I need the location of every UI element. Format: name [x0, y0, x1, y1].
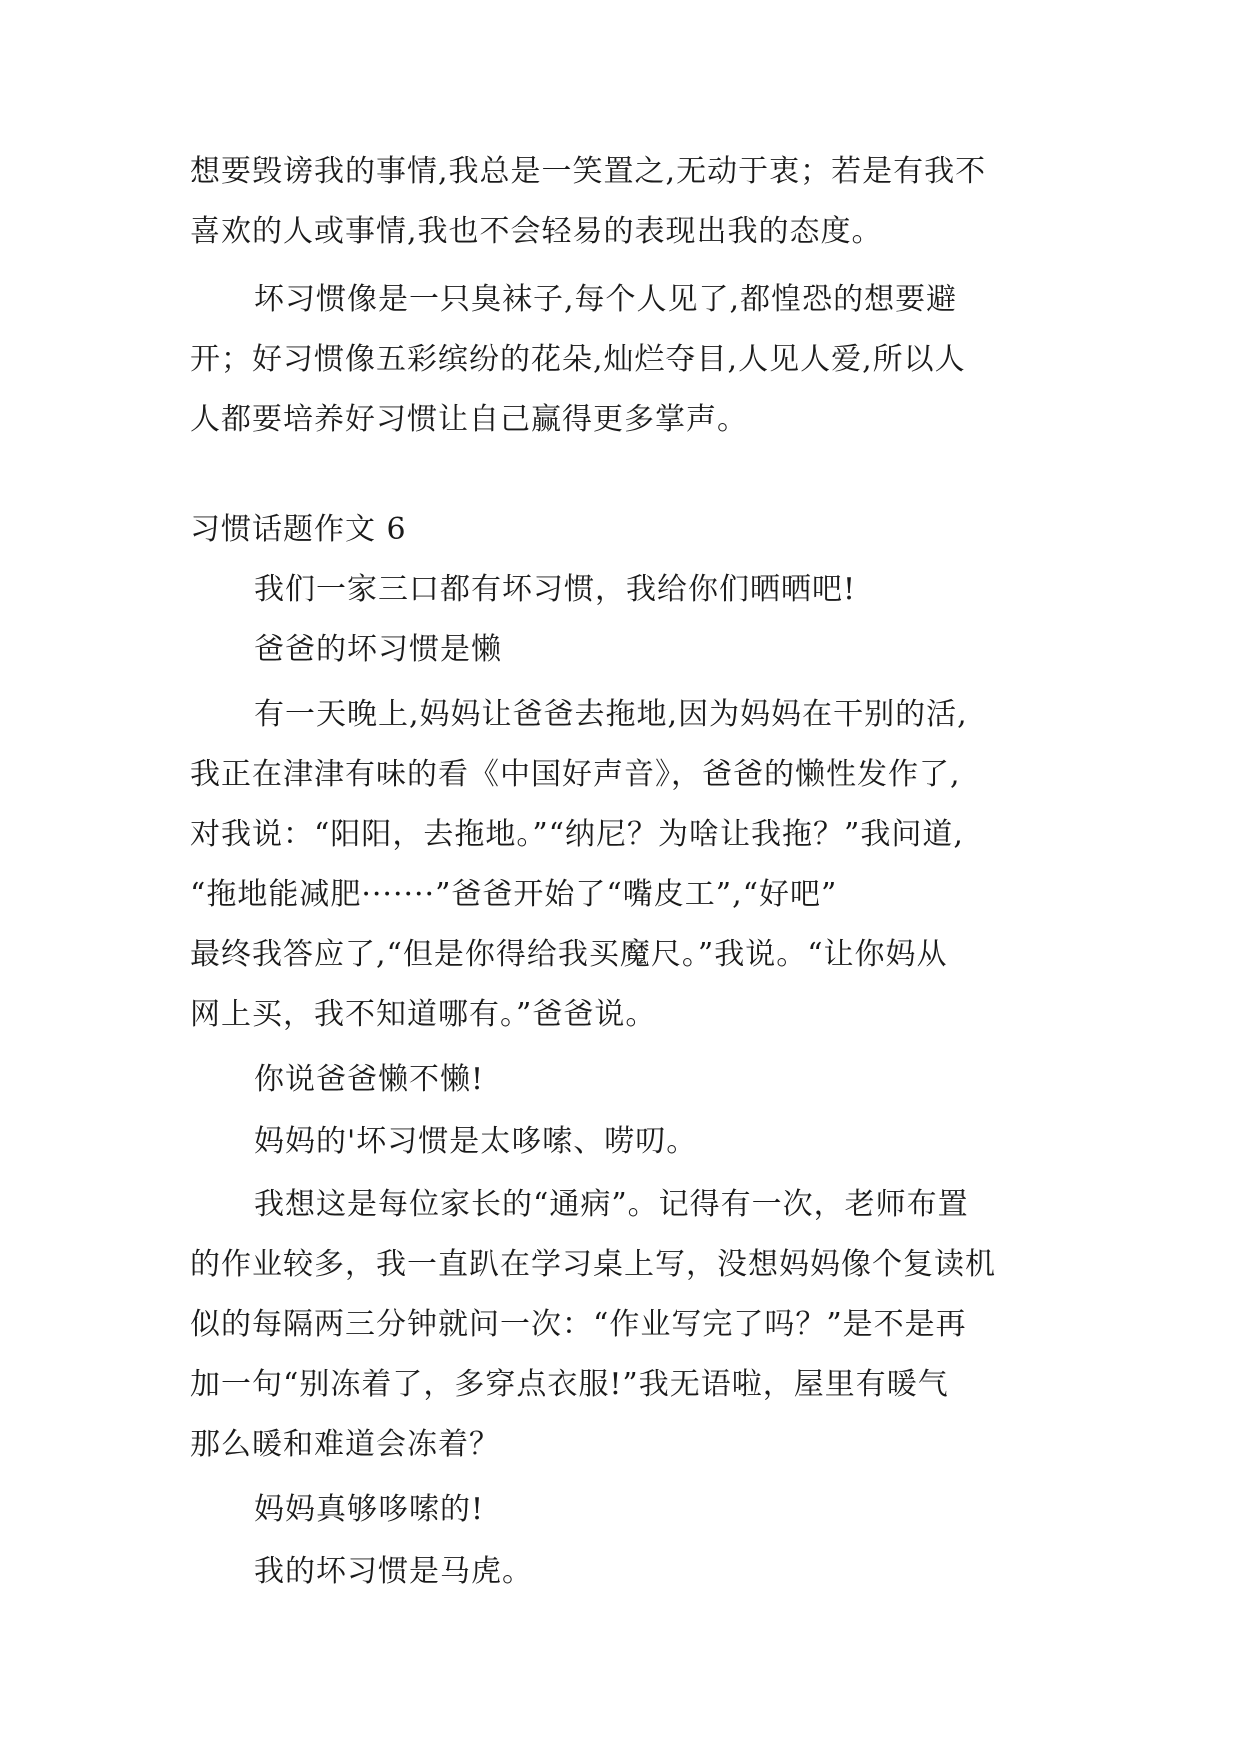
paragraph-line: 我的坏习惯是马虎。: [254, 1554, 533, 1589]
paragraph-line: 的作业较多，我一直趴在学习桌上写，没想妈妈像个复读机: [190, 1247, 996, 1282]
paragraph-line: 人都要培养好习惯让自己赢得更多掌声。: [190, 402, 748, 437]
paragraph-line: 那么暖和难道会冻着？: [190, 1427, 500, 1462]
paragraph-line: 你说爸爸懒不懒!: [254, 1062, 485, 1097]
paragraph-line: 妈妈的'坏习惯是太哆嗦、唠叨。: [254, 1124, 698, 1159]
paragraph-line: 开；好习惯像五彩缤纷的花朵,灿烂夺目,人见人爱,所以人: [190, 342, 966, 377]
paragraph-line: “拖地能减肥·······”爸爸开始了“嘴皮工”,“好吧”: [190, 877, 838, 912]
paragraph-line: 网上买，我不知道哪有。”爸爸说。: [190, 997, 657, 1032]
paragraph-line: 坏习惯像是一只臭袜子,每个人见了,都惶恐的想要避: [254, 282, 958, 317]
paragraph-line: 加一句“别冻着了，多穿点衣服!”我无语啦，屋里有暖气: [190, 1367, 949, 1402]
paragraph-line: 妈妈真够哆嗦的!: [254, 1492, 485, 1527]
paragraph-line: 我想这是每位家长的“通病”。记得有一次，老师布置: [254, 1187, 969, 1222]
paragraph-line: 似的每隔两三分钟就问一次：“作业写完了吗？”是不是再: [190, 1307, 967, 1342]
paragraph-line: 有一天晚上,妈妈让爸爸去拖地,因为妈妈在干别的活,: [254, 697, 968, 732]
paragraph-line: 我正在津津有味的看《中国好声音》，爸爸的懒性发作了,: [190, 757, 961, 792]
paragraph-line: 最终我答应了,“但是你得给我买魔尺。”我说。“让你妈从: [190, 937, 948, 972]
section-heading: 习惯话题作文 6: [190, 512, 407, 547]
paragraph-line: 爸爸的坏习惯是懒: [254, 632, 502, 667]
paragraph-line: 我们一家三口都有坏习惯，我给你们晒晒吧!: [254, 572, 857, 607]
paragraph-line: 想要毁谤我的事情,我总是一笑置之,无动于衷；若是有我不: [190, 154, 987, 189]
paragraph-line: 对我说：“阳阳，去拖地。”“纳尼？为啥让我拖？”我问道,: [190, 817, 964, 852]
paragraph-line: 喜欢的人或事情,我也不会轻易的表现出我的态度。: [190, 214, 883, 249]
